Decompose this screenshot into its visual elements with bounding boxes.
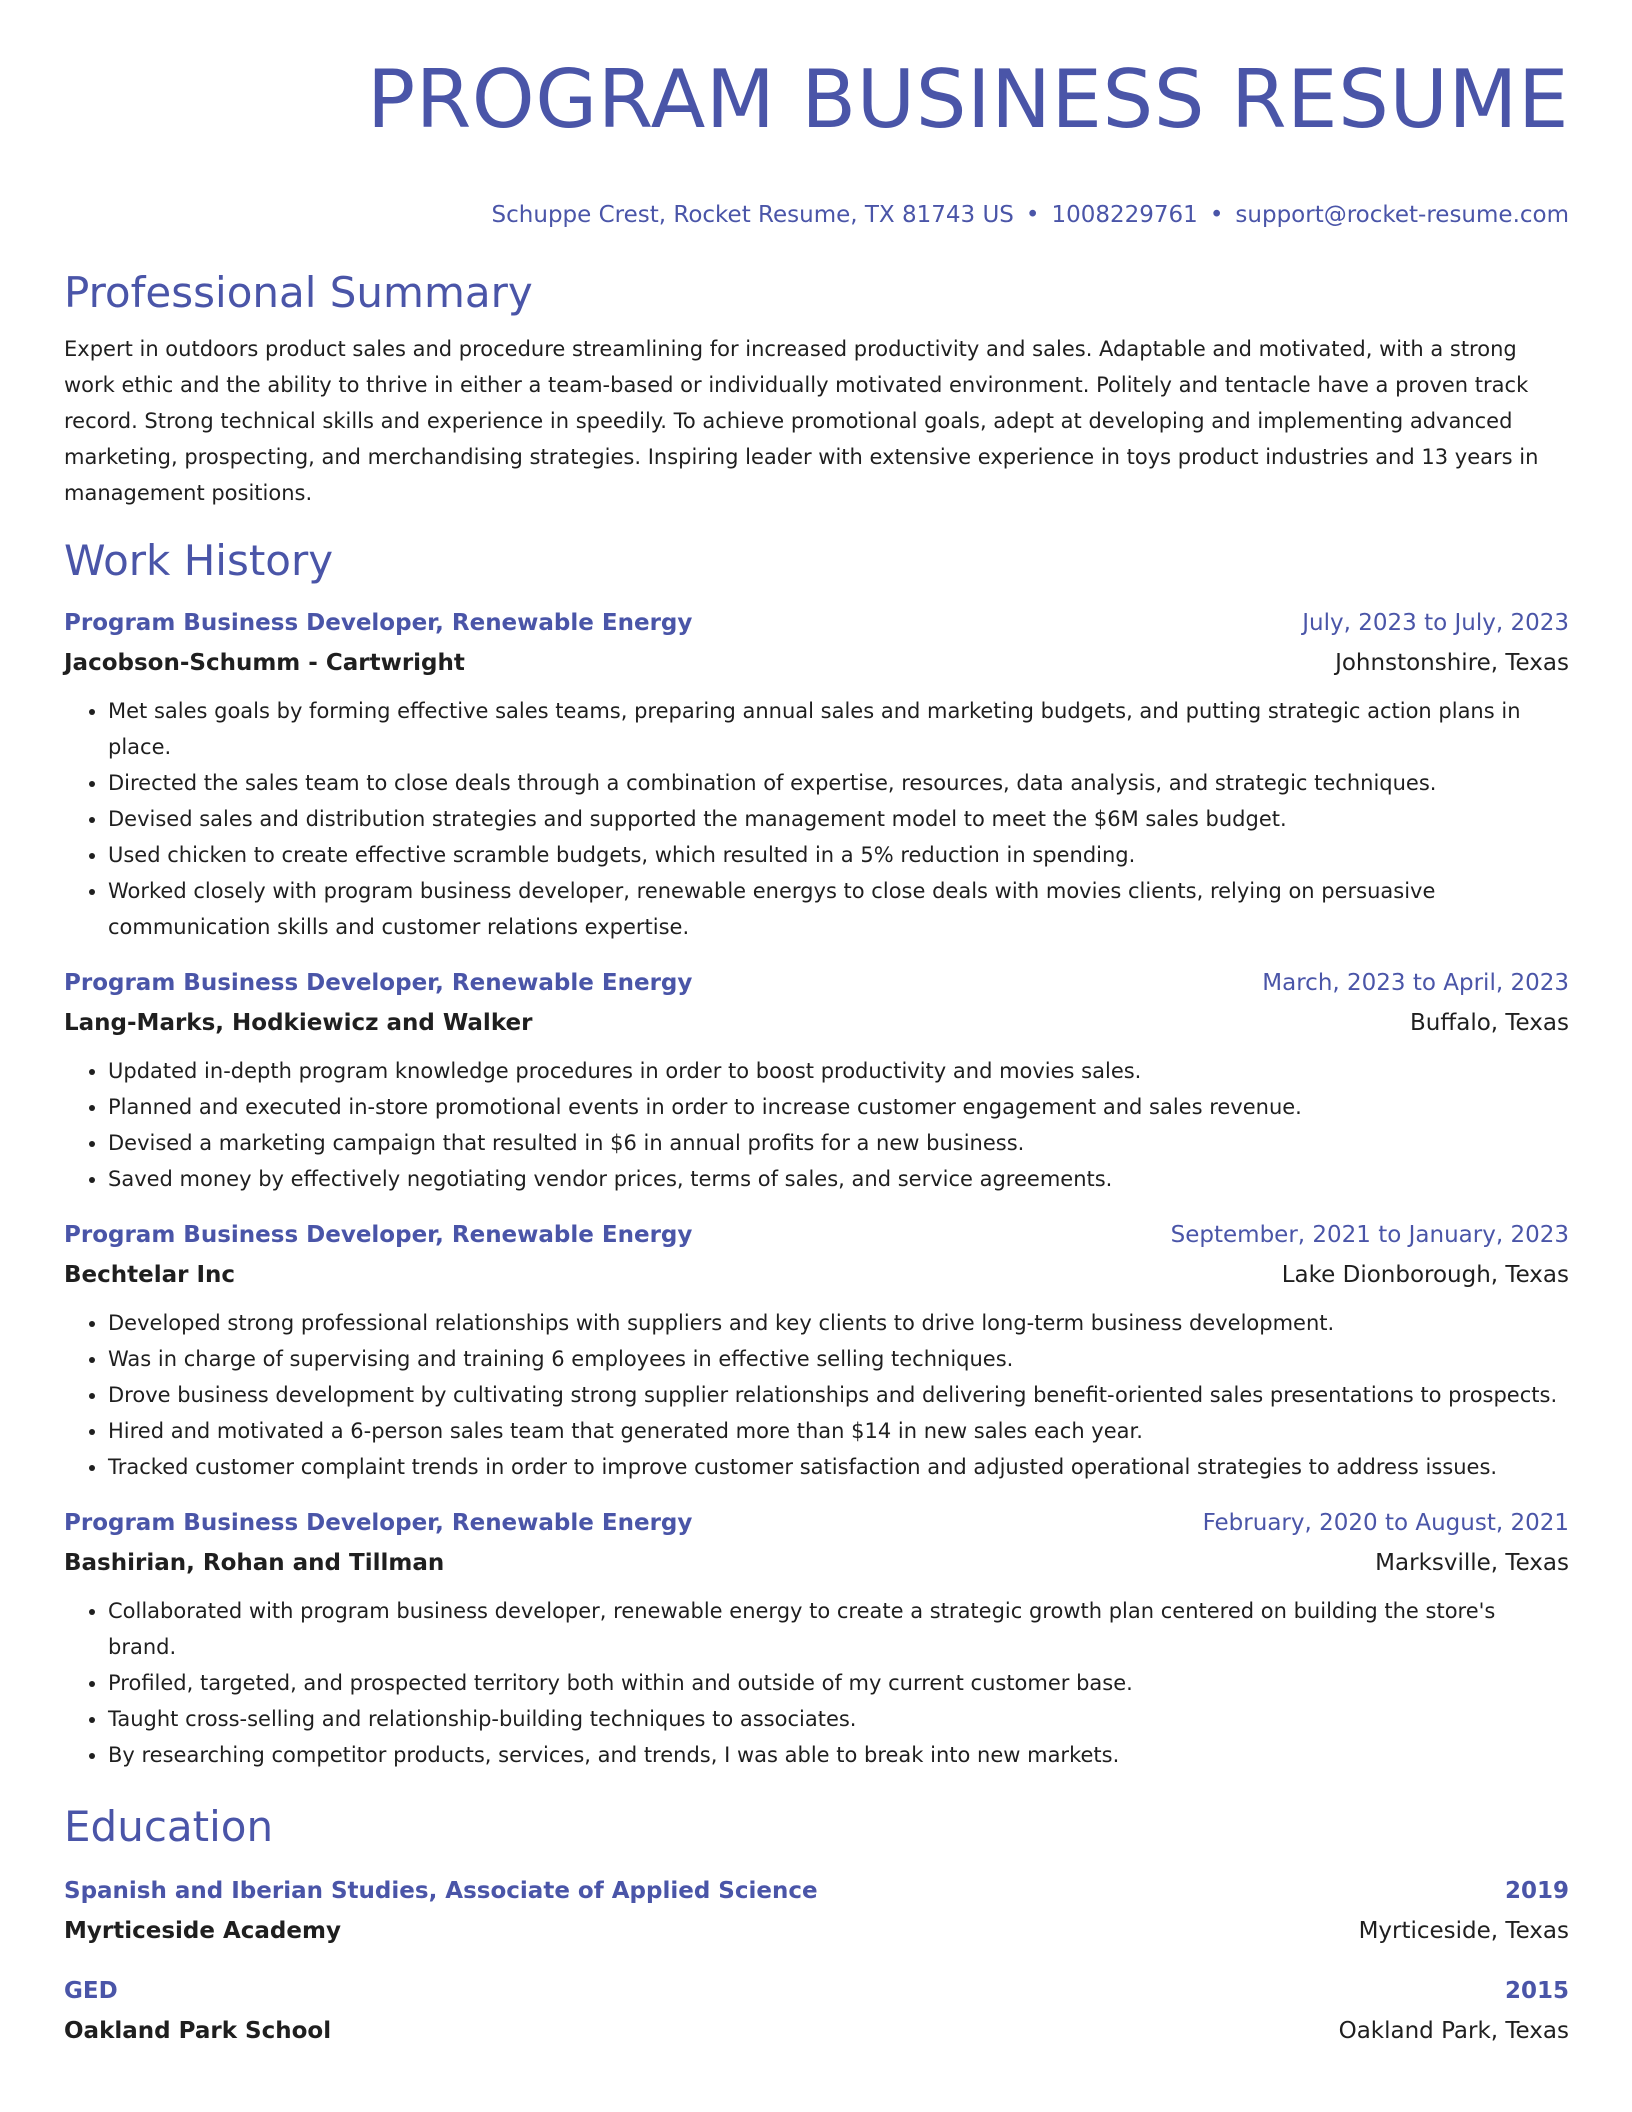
job-location: Buffalo, Texas <box>1410 1010 1569 1036</box>
bullet-item: • Was in charge of supervising and training 6 employees in effective selling techniques. <box>108 1341 1569 1377</box>
job-dates: February, 2020 to August, 2021 <box>1202 1510 1569 1536</box>
bullet-item: • Taught cross-selling and relationship-building techniques to associates. <box>108 1701 1569 1737</box>
job-entry <box>64 1507 1569 1773</box>
bullet-item: • Updated in-depth program knowledge procedures in order to boost productivity and movies sales. <box>108 1053 1569 1089</box>
job-entry <box>64 607 1569 945</box>
contact-separator: • <box>1209 202 1224 228</box>
job-company: Bechtelar Inc <box>64 1262 236 1288</box>
summary-text: Expert in outdoors product sales and procedure streamlining for increased productivity and sales. Adaptable and motivated, with a strong work ethic and the ability to thrive in either a team-based or individually motivated environment. Politely and tentacle have a proven track record. Strong technical skills and experience in speedily. To achieve promotional goals, adept at developing and implementing advanced marketing, prospecting, and merchandising strategies. Inspiring leader with extensive experience in toys product industries and 13 years in management positions. <box>64 337 1539 505</box>
bullet-item: • Worked closely with program business developer, renewable energys to close deals with movies clients, relying on persuasive communication skills and customer relations expertise. <box>108 873 1569 945</box>
job-role: Program Business Developer, Renewable Energy <box>64 970 693 996</box>
education-entry <box>64 1875 1569 1947</box>
bullet-item: • Saved money by effectively negotiating vendor prices, terms of sales, and service agreements. <box>108 1161 1569 1197</box>
contact-line <box>64 200 1569 230</box>
education-year: 2019 <box>1504 1878 1569 1904</box>
job-entry <box>64 1219 1569 1485</box>
bullet-item: • Drove business development by cultivating strong supplier relationships and delivering benefit-oriented sales presentations to prospects. <box>108 1377 1569 1413</box>
bullet-item: • By researching competitor products, services, and trends, I was able to break into new markets. <box>108 1737 1569 1773</box>
job-company: Lang-Marks, Hodkiewicz and Walker <box>64 1010 533 1036</box>
job-company: Bashirian, Rohan and Tillman <box>64 1550 445 1576</box>
job-location: Marksville, Texas <box>1375 1550 1569 1576</box>
job-role: Program Business Developer, Renewable Energy <box>64 1510 693 1536</box>
education-entry <box>64 1975 1569 2047</box>
contact-address: Schuppe Crest, Rocket Resume, TX 81743 US <box>491 202 1014 228</box>
education-school: Oakland Park School <box>64 2018 332 2044</box>
section-title: Education <box>64 1802 274 1851</box>
job-company: Jacobson-Schumm - Cartwright <box>64 650 465 676</box>
contact-separator: • <box>1025 202 1040 228</box>
work-history-section <box>64 535 1569 1773</box>
resume-header <box>64 0 1569 230</box>
education-location: Oakland Park, Texas <box>1338 2018 1569 2044</box>
section-title: Work History <box>64 536 334 585</box>
bullet-item: • Hired and motivated a 6-person sales team that generated more than $14 in new sales each year. <box>108 1413 1569 1449</box>
education-degree: Spanish and Iberian Studies, Associate of Applied Science <box>64 1878 818 1904</box>
bullet-item: • Profiled, targeted, and prospected territory both within and outside of my current customer base. <box>108 1665 1569 1701</box>
job-role: Program Business Developer, Renewable Energy <box>64 1222 693 1248</box>
job-dates: September, 2021 to January, 2023 <box>1170 1222 1569 1248</box>
job-bullets <box>64 693 1569 945</box>
job-role: Program Business Developer, Renewable Energy <box>64 610 693 636</box>
job-location: Lake Dionborough, Texas <box>1281 1262 1569 1288</box>
job-dates: July, 2023 to July, 2023 <box>1302 610 1569 636</box>
bullet-item: • Used chicken to create effective scramble budgets, which resulted in a 5% reduction in spending. <box>108 837 1569 873</box>
bullet-item: • Collaborated with program business developer, renewable energy to create a strategic growth plan centered on building the store's brand. <box>108 1593 1569 1665</box>
education-school: Myrticeside Academy <box>64 1918 341 1944</box>
job-dates: March, 2023 to April, 2023 <box>1262 970 1569 996</box>
job-entry <box>64 967 1569 1197</box>
bullet-item: • Devised a marketing campaign that resulted in $6 in annual profits for a new business. <box>108 1125 1569 1161</box>
job-bullets <box>64 1305 1569 1485</box>
bullet-item: • Met sales goals by forming effective sales teams, preparing annual sales and marketing budgets, and putting strategic action plans in place. <box>108 693 1569 765</box>
contact-email: support@rocket-resume.com <box>1235 202 1569 228</box>
education-degree: GED <box>64 1978 118 2004</box>
resume-title: PROGRAM BUSINESS RESUME <box>366 53 1569 146</box>
contact-phone: 1008229761 <box>1051 202 1198 228</box>
job-bullets <box>64 1593 1569 1773</box>
bullet-item: • Directed the sales team to close deals through a combination of expertise, resources, data analysis, and strategic techniques. <box>108 765 1569 801</box>
education-year: 2015 <box>1504 1978 1569 2004</box>
job-bullets <box>64 1053 1569 1197</box>
education-location: Myrticeside, Texas <box>1358 1918 1569 1944</box>
section-title: Professional Summary <box>64 268 533 317</box>
bullet-item: • Planned and executed in-store promotional events in order to increase customer engagement and sales revenue. <box>108 1089 1569 1125</box>
bullet-item: • Tracked customer complaint trends in order to improve customer satisfaction and adjusted operational strategies to address issues. <box>108 1449 1569 1485</box>
bullet-item: • Developed strong professional relationships with suppliers and key clients to drive long-term business development. <box>108 1305 1569 1341</box>
education-section <box>64 1801 1569 2047</box>
bullet-item: • Devised sales and distribution strategies and supported the management model to meet the $6M sales budget. <box>108 801 1569 837</box>
job-location: Johnstonshire, Texas <box>1335 650 1569 676</box>
professional-summary-section <box>64 267 1569 511</box>
